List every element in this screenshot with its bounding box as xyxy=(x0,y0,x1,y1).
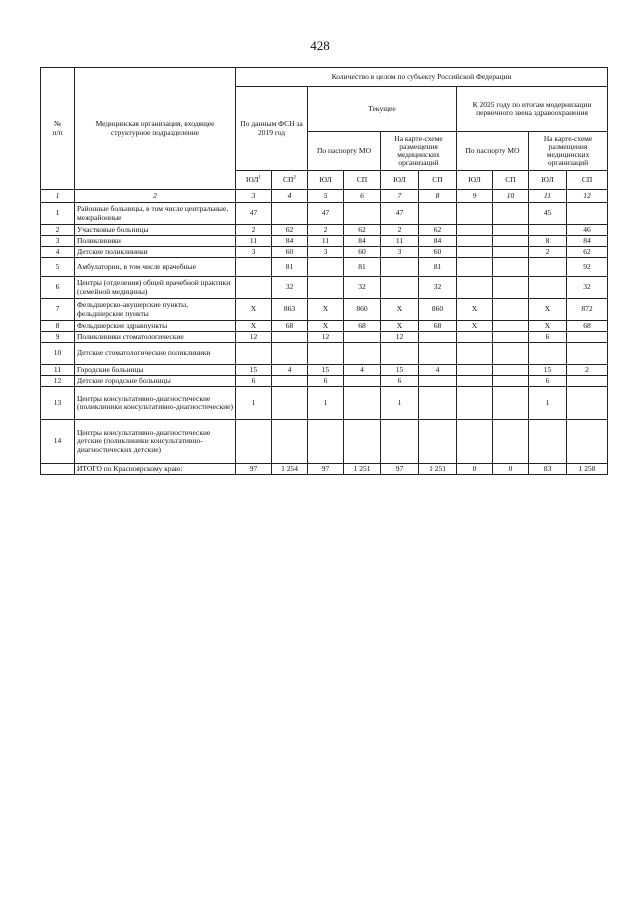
table-row xyxy=(41,203,608,225)
row-organization-name: Поликлиники стоматологические xyxy=(75,332,236,343)
row-value-cell xyxy=(493,321,529,332)
row-value-cell xyxy=(236,420,272,464)
row-value-cell: 45 xyxy=(529,203,567,225)
row-value-cell: 3 xyxy=(236,247,272,258)
row-number: 9 xyxy=(41,332,75,343)
row-value-cell xyxy=(308,277,344,299)
row-number: 5 xyxy=(41,258,75,277)
header-target-map: На карте-схеме размещения медицинских организаций xyxy=(529,132,608,171)
table-row xyxy=(41,258,608,277)
row-organization-name: Детские поликлиники xyxy=(75,247,236,258)
row-value-cell xyxy=(457,387,493,420)
header-ul: ЮЛ xyxy=(457,171,493,190)
col-number: 10 xyxy=(493,190,529,203)
row-value-cell: 12 xyxy=(381,332,419,343)
header-target: К 2025 году по итогам модернизации первичного звена здравоохранения xyxy=(457,87,608,132)
row-value-cell: 84 xyxy=(419,236,457,247)
row-value-cell: 47 xyxy=(381,203,419,225)
row-value-cell xyxy=(419,332,457,343)
row-value-cell xyxy=(344,332,381,343)
row-value-cell xyxy=(308,258,344,277)
row-value-cell: 47 xyxy=(308,203,344,225)
row-value-cell: 32 xyxy=(344,277,381,299)
row-value-cell xyxy=(344,387,381,420)
table-row xyxy=(41,225,608,236)
row-value-cell: Х xyxy=(457,321,493,332)
total-value-cell: 83 xyxy=(529,464,567,475)
row-organization-name: Участковые больницы xyxy=(75,225,236,236)
row-value-cell: Х xyxy=(529,321,567,332)
row-organization-name: Центры (отделения) общей врачебной практики (семейной медицины) xyxy=(75,277,236,299)
header-ul: ЮЛ xyxy=(308,171,344,190)
row-value-cell: 62 xyxy=(419,225,457,236)
row-value-cell xyxy=(381,343,419,365)
row-value-cell: 11 xyxy=(308,236,344,247)
header-ul: ЮЛ xyxy=(529,171,567,190)
header-sp: СП xyxy=(419,171,457,190)
col-number: 3 xyxy=(236,190,272,203)
row-value-cell xyxy=(381,420,419,464)
row-value-cell: 92 xyxy=(567,258,608,277)
row-value-cell xyxy=(493,247,529,258)
table-row xyxy=(41,420,608,464)
row-value-cell: 68 xyxy=(567,321,608,332)
header-current-passport: По паспорту МО xyxy=(308,132,381,171)
row-value-cell xyxy=(529,258,567,277)
row-value-cell xyxy=(529,420,567,464)
table-row xyxy=(41,365,608,376)
row-value-cell: 6 xyxy=(308,376,344,387)
row-number: 7 xyxy=(41,299,75,321)
row-number: 14 xyxy=(41,420,75,464)
row-value-cell: 12 xyxy=(308,332,344,343)
header-num: № п/п xyxy=(41,68,75,190)
row-value-cell xyxy=(567,332,608,343)
row-number: 2 xyxy=(41,225,75,236)
row-number: 13 xyxy=(41,387,75,420)
header-fsn: По данным ФСН за 2019 год xyxy=(236,87,308,171)
row-value-cell xyxy=(272,332,308,343)
row-organization-name: Фельдшерско-акушерские пункты, фельдшерские пункты xyxy=(75,299,236,321)
row-value-cell xyxy=(457,365,493,376)
row-number: 1 xyxy=(41,203,75,225)
table-row xyxy=(41,277,608,299)
row-value-cell: 68 xyxy=(344,321,381,332)
row-value-cell xyxy=(493,299,529,321)
row-value-cell: 2 xyxy=(529,247,567,258)
total-value-cell: 97 xyxy=(308,464,344,475)
row-value-cell: 3 xyxy=(381,247,419,258)
table-body xyxy=(41,203,608,475)
row-value-cell xyxy=(457,420,493,464)
col-number: 5 xyxy=(308,190,344,203)
col-number: 7 xyxy=(381,190,419,203)
row-value-cell: Х xyxy=(457,299,493,321)
row-value-cell xyxy=(236,258,272,277)
row-value-cell xyxy=(272,420,308,464)
row-value-cell: 863 xyxy=(272,299,308,321)
row-value-cell: 15 xyxy=(381,365,419,376)
row-value-cell xyxy=(457,343,493,365)
row-organization-name: Детские стоматологические поликлиники xyxy=(75,343,236,365)
table-row xyxy=(41,236,608,247)
row-value-cell xyxy=(344,203,381,225)
row-value-cell: 1 xyxy=(236,387,272,420)
table-row xyxy=(41,321,608,332)
row-value-cell: 2 xyxy=(567,365,608,376)
row-value-cell xyxy=(529,343,567,365)
row-value-cell: Х xyxy=(381,321,419,332)
row-value-cell xyxy=(272,343,308,365)
row-number: 3 xyxy=(41,236,75,247)
table-row xyxy=(41,376,608,387)
row-value-cell xyxy=(493,343,529,365)
row-value-cell xyxy=(457,225,493,236)
row-value-cell xyxy=(344,343,381,365)
row-value-cell xyxy=(567,343,608,365)
table-row xyxy=(41,387,608,420)
row-value-cell: 8 xyxy=(529,236,567,247)
row-value-cell: 2 xyxy=(381,225,419,236)
row-value-cell: Х xyxy=(236,299,272,321)
row-organization-name: Поликлиники xyxy=(75,236,236,247)
header-sp: СП xyxy=(493,171,529,190)
row-value-cell: 84 xyxy=(567,236,608,247)
row-value-cell xyxy=(419,420,457,464)
row-value-cell: Х xyxy=(381,299,419,321)
header-sp: СП xyxy=(344,171,381,190)
header-current-map: На карте-схеме размещения медицинских организаций xyxy=(381,132,457,171)
row-value-cell xyxy=(529,225,567,236)
row-value-cell: 32 xyxy=(272,277,308,299)
row-value-cell: 46 xyxy=(567,225,608,236)
row-organization-name: Фельдшерские здравпункты xyxy=(75,321,236,332)
row-value-cell: 60 xyxy=(419,247,457,258)
total-row-label: ИТОГО по Красноярскому краю: xyxy=(75,464,236,475)
row-value-cell: 4 xyxy=(344,365,381,376)
header-sp: СП xyxy=(567,171,608,190)
row-value-cell xyxy=(493,376,529,387)
row-value-cell: 81 xyxy=(344,258,381,277)
row-value-cell: 15 xyxy=(308,365,344,376)
row-value-cell: 6 xyxy=(529,332,567,343)
row-value-cell: 81 xyxy=(272,258,308,277)
row-value-cell xyxy=(457,258,493,277)
row-value-cell xyxy=(236,277,272,299)
total-value-cell: 0 xyxy=(493,464,529,475)
total-value-cell: 97 xyxy=(236,464,272,475)
row-value-cell xyxy=(457,247,493,258)
total-value-cell: 1 251 xyxy=(419,464,457,475)
row-value-cell xyxy=(567,376,608,387)
row-value-cell: 11 xyxy=(236,236,272,247)
row-value-cell: 2 xyxy=(308,225,344,236)
row-value-cell xyxy=(493,332,529,343)
page-number: 428 xyxy=(310,38,330,53)
row-value-cell xyxy=(381,258,419,277)
row-value-cell: 81 xyxy=(419,258,457,277)
row-value-cell: 6 xyxy=(381,376,419,387)
row-value-cell xyxy=(419,376,457,387)
total-value-cell: 0 xyxy=(457,464,493,475)
header-organization: Медицинская организация, входящее структурное подразделение xyxy=(75,68,236,190)
row-value-cell: 860 xyxy=(419,299,457,321)
row-organization-name: Городские больницы xyxy=(75,365,236,376)
total-value-cell: 1 258 xyxy=(567,464,608,475)
row-value-cell: 860 xyxy=(344,299,381,321)
row-value-cell: 6 xyxy=(236,376,272,387)
row-value-cell: 4 xyxy=(272,365,308,376)
row-value-cell: Х xyxy=(236,321,272,332)
total-row xyxy=(41,464,608,475)
header-total: Количество в целом по субъекту Российской Федерации xyxy=(236,68,608,87)
row-organization-name: Районные больницы, в том числе центральные, межрайонные xyxy=(75,203,236,225)
row-value-cell: 11 xyxy=(381,236,419,247)
row-value-cell: 1 xyxy=(529,387,567,420)
row-value-cell: 4 xyxy=(419,365,457,376)
header-current: Текущее xyxy=(308,87,457,132)
row-organization-name: Центры консультативно-диагностические (поликлиники консультативно-диагностические) xyxy=(75,387,236,420)
row-value-cell: 1 xyxy=(308,387,344,420)
row-value-cell xyxy=(567,387,608,420)
total-value-cell: 1 254 xyxy=(272,464,308,475)
row-value-cell xyxy=(457,376,493,387)
row-value-cell xyxy=(493,236,529,247)
col-number: 4 xyxy=(272,190,308,203)
row-value-cell: Х xyxy=(308,299,344,321)
row-organization-name: Центры консультативно-диагностические детские (поликлиники консультативно-диагностических детские) xyxy=(75,420,236,464)
row-value-cell xyxy=(493,203,529,225)
row-value-cell xyxy=(457,236,493,247)
row-value-cell xyxy=(567,203,608,225)
row-value-cell xyxy=(567,420,608,464)
row-value-cell: Х xyxy=(308,321,344,332)
row-value-cell xyxy=(419,203,457,225)
row-value-cell: 15 xyxy=(236,365,272,376)
row-value-cell xyxy=(493,387,529,420)
total-value-cell: 97 xyxy=(381,464,419,475)
row-number: 10 xyxy=(41,343,75,365)
row-value-cell xyxy=(308,420,344,464)
row-value-cell: 12 xyxy=(236,332,272,343)
col-number: 2 xyxy=(75,190,236,203)
row-value-cell xyxy=(308,343,344,365)
row-value-cell xyxy=(236,343,272,365)
medical-organizations-table xyxy=(40,67,608,475)
row-value-cell: 2 xyxy=(236,225,272,236)
col-number: 11 xyxy=(529,190,567,203)
row-value-cell: 3 xyxy=(308,247,344,258)
row-value-cell xyxy=(344,376,381,387)
row-value-cell: 84 xyxy=(344,236,381,247)
table-row xyxy=(41,299,608,321)
row-value-cell: 62 xyxy=(567,247,608,258)
row-value-cell xyxy=(457,332,493,343)
row-organization-name: Детские городские больницы xyxy=(75,376,236,387)
row-value-cell: 32 xyxy=(419,277,457,299)
col-number: 1 xyxy=(41,190,75,203)
row-value-cell xyxy=(272,376,308,387)
row-value-cell: 68 xyxy=(272,321,308,332)
header-sp-fsn: $СП^2$ xyxy=(272,171,308,190)
header-target-passport: По паспорту МО xyxy=(457,132,529,171)
row-value-cell xyxy=(419,343,457,365)
row-value-cell xyxy=(344,420,381,464)
row-number: 6 xyxy=(41,277,75,299)
header-ul-fsn: $ЮЛ^1$ xyxy=(236,171,272,190)
col-number: 8 xyxy=(419,190,457,203)
row-value-cell: 62 xyxy=(272,225,308,236)
row-number: 8 xyxy=(41,321,75,332)
row-value-cell: 47 xyxy=(236,203,272,225)
row-value-cell: 32 xyxy=(567,277,608,299)
row-value-cell: 60 xyxy=(344,247,381,258)
row-value-cell: 84 xyxy=(272,236,308,247)
row-value-cell: 62 xyxy=(344,225,381,236)
row-value-cell xyxy=(272,387,308,420)
row-organization-name: Амбулатории, в том числе врачебные xyxy=(75,258,236,277)
row-value-cell: 1 xyxy=(381,387,419,420)
row-number: 11 xyxy=(41,365,75,376)
table-row xyxy=(41,343,608,365)
row-value-cell xyxy=(493,258,529,277)
table-row xyxy=(41,332,608,343)
row-number: 4 xyxy=(41,247,75,258)
row-value-cell xyxy=(529,277,567,299)
row-value-cell: 872 xyxy=(567,299,608,321)
total-row-number xyxy=(41,464,75,475)
row-value-cell: 68 xyxy=(419,321,457,332)
table-row xyxy=(41,247,608,258)
row-value-cell xyxy=(457,277,493,299)
row-value-cell: 60 xyxy=(272,247,308,258)
col-number: 12 xyxy=(567,190,608,203)
row-number: 12 xyxy=(41,376,75,387)
row-value-cell xyxy=(493,277,529,299)
row-value-cell xyxy=(493,225,529,236)
header-ul: ЮЛ xyxy=(381,171,419,190)
row-value-cell: 6 xyxy=(529,376,567,387)
row-value-cell xyxy=(272,203,308,225)
total-value-cell: 1 251 xyxy=(344,464,381,475)
row-value-cell xyxy=(419,387,457,420)
row-value-cell: 15 xyxy=(529,365,567,376)
row-value-cell xyxy=(457,203,493,225)
row-value-cell xyxy=(381,277,419,299)
col-number: 9 xyxy=(457,190,493,203)
row-value-cell: Х xyxy=(529,299,567,321)
row-value-cell xyxy=(493,420,529,464)
col-number: 6 xyxy=(344,190,381,203)
row-value-cell xyxy=(493,365,529,376)
